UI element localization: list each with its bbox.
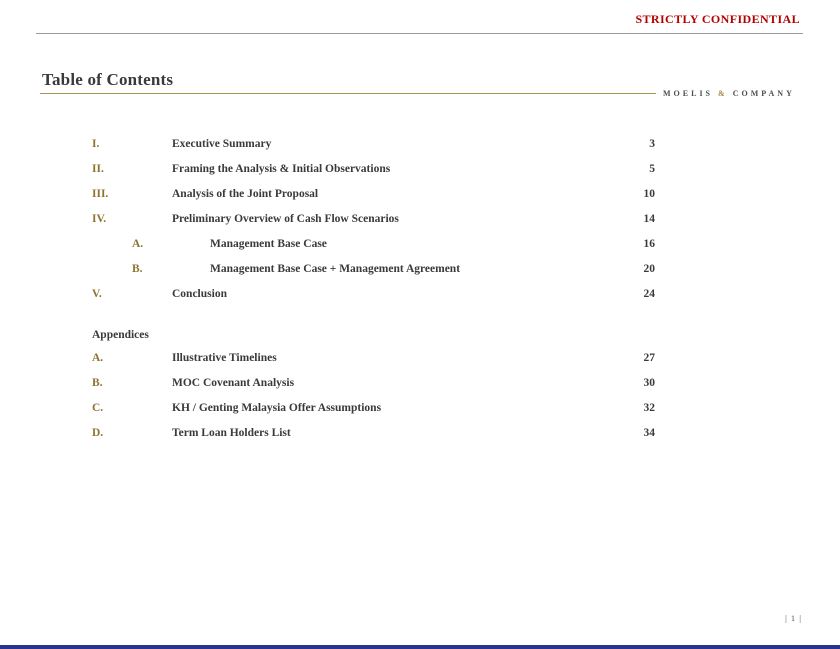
logo-ampersand: & [718, 89, 728, 98]
appendix-item-page: 27 [643, 352, 655, 364]
appendix-row [40, 422, 655, 447]
toc-item-page: 10 [643, 188, 655, 200]
title-divider [40, 93, 656, 94]
toc-item-page: 5 [649, 163, 655, 175]
appendix-item-label: Term Loan Holders List [172, 427, 291, 439]
moelis-company-logo [663, 89, 805, 98]
toc-item-label: Management Base Case [210, 238, 327, 250]
toc-item-label: Framing the Analysis & Initial Observations [172, 163, 391, 175]
appendix-row [40, 372, 655, 397]
toc-item-number: V. [92, 288, 102, 300]
toc-item-number: I. [92, 138, 100, 150]
logo-company-text: COMPANY [732, 89, 795, 98]
logo-moelis-text: MOELIS [663, 89, 714, 98]
bottom-accent-bar [0, 645, 840, 649]
toc-item-page: 24 [643, 288, 655, 300]
toc-item-number: IV. [92, 213, 107, 225]
appendix-item-number: D. [92, 427, 104, 439]
toc-row [40, 183, 655, 208]
toc-item-page: 20 [643, 263, 655, 275]
toc-subrow [40, 258, 655, 283]
appendix-item-label: KH / Genting Malaysia Offer Assumptions [172, 402, 382, 414]
toc-item-page: 14 [643, 213, 655, 225]
toc-row [40, 158, 655, 183]
toc-item-label: Preliminary Overview of Cash Flow Scenarios [172, 213, 399, 225]
toc-item-label: Conclusion [172, 288, 227, 300]
appendix-item-number: B. [92, 377, 103, 389]
page-title: Table of Contents [42, 70, 174, 89]
toc-item-number: B. [132, 263, 143, 275]
confidential-label: STRICTLY CONFIDENTIAL [635, 12, 800, 26]
appendix-item-label: Illustrative Timelines [172, 352, 277, 364]
toc-subrow [40, 233, 655, 258]
toc-item-page: 16 [643, 238, 655, 250]
appendix-item-page: 32 [643, 402, 655, 414]
appendices-heading-label: Appendices [92, 329, 149, 341]
toc-row [40, 283, 655, 308]
appendix-item-number: A. [92, 352, 104, 364]
toc-item-number: II. [92, 163, 104, 175]
toc-item-label: Analysis of the Joint Proposal [172, 188, 319, 200]
appendix-item-label: MOC Covenant Analysis [172, 377, 295, 389]
appendix-row [40, 397, 655, 422]
appendix-row [40, 347, 655, 372]
toc-row [40, 208, 655, 233]
appendix-item-page: 30 [643, 377, 655, 389]
toc-item-page: 3 [649, 138, 655, 150]
appendix-item-page: 34 [643, 427, 655, 439]
table-of-contents [40, 133, 655, 447]
toc-item-number: A. [132, 238, 144, 250]
appendix-item-number: C. [92, 402, 104, 414]
slide-page-number: | 1 | [785, 613, 802, 623]
toc-item-number: III. [92, 188, 109, 200]
toc-item-label: Executive Summary [172, 138, 272, 150]
header-divider [36, 33, 803, 34]
appendices-heading [40, 322, 655, 347]
toc-item-label: Management Base Case + Management Agreement [210, 263, 461, 275]
toc-row [40, 133, 655, 158]
